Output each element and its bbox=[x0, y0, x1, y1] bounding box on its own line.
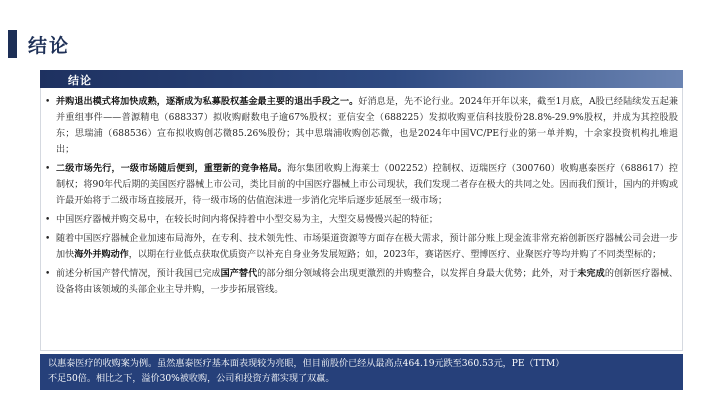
bullet-icon: • bbox=[45, 97, 51, 107]
bullet-icon: • bbox=[45, 164, 51, 174]
bullet-icon: • bbox=[45, 269, 51, 279]
bullet-emphasis: 二级市场先行，一级市场随后便到，重塑新的竞争格局。 bbox=[56, 163, 288, 174]
bullet-text: 海尔集团收购上海莱士（002252）控制权、迈瑞医疗（300760）收购惠泰医疗（688617）控制权；将90年代后期的美国医疗器械上市公司，类比目前的中国医疗器械上市公司现状，我们发现二者存在极大的共同之处。因而我们预计，国内的并购或许最开始将于二级市场直接展开，待一级市场的估值泡沫进一步消化完毕后逐步延展至一级市场； bbox=[56, 164, 678, 206]
section-label: 结论 bbox=[68, 74, 92, 87]
section-header bbox=[40, 70, 683, 88]
bullet-text: 中国医疗器械并购交易中，在较长时间内将保持着中小型交易为主，大型交易慢慢兴起的特征； bbox=[56, 215, 438, 225]
list-item bbox=[44, 161, 678, 209]
title-accent-bar bbox=[8, 30, 17, 58]
bullet-emphasis: 并购退出模式将加快成熟，逐渐成为私募股权基金最主要的退出手段之一。 bbox=[56, 96, 359, 107]
page-title: 结论 bbox=[28, 35, 71, 57]
bullet-text: 随着中国医疗器械企业加速布局海外，在专利、技术领先性、市场渠道资源等方面存在极大需求，预计部分账上现金流非常充裕创新医疗器械公司会进一步加快 bbox=[56, 234, 678, 260]
list-item bbox=[44, 231, 678, 263]
bullet-text: 的创新医疗器械、设备将由该领域的头部企业主导并购，一步步拓展管线。 bbox=[56, 269, 678, 295]
case-summary-line-2: 不足50倍。相比之下，溢价30%被收购，公司和投资方都实现了双赢。 bbox=[48, 374, 335, 384]
bullet-emphasis: 海外并购动作 bbox=[74, 249, 129, 260]
case-summary-box bbox=[40, 354, 683, 390]
conclusion-list bbox=[44, 94, 678, 301]
bullet-icon: • bbox=[45, 234, 51, 244]
bullet-text: ，以期在行业低点获取优质资产以补充自身业务发展短路；如，2023年，赛诺医疗、塑博医疗、业聚医疗等均并购了不同类型标的； bbox=[128, 250, 662, 260]
case-summary-line-1: 以惠泰医疗的收购案为例。虽然惠泰医疗基本面表现较为亮眼，但目前股价已经从最高点464.19元跌至360.53元，PE（TTM） bbox=[48, 359, 565, 369]
bullet-text: 的部分细分领域将会出现更激烈的并购整合，以发挥自身最大优势；此外，对于 bbox=[257, 269, 578, 279]
list-item bbox=[44, 212, 678, 228]
bullet-emphasis: 国产替代 bbox=[220, 268, 258, 279]
list-item bbox=[44, 94, 678, 158]
list-item bbox=[44, 266, 678, 298]
bullet-text: 前述分析国产替代情况，预计我国已完成 bbox=[56, 269, 221, 279]
bullet-icon: • bbox=[45, 215, 51, 225]
bullet-text: 好消息是，先不论行业。2024年开年以来，截至1月底，A股已经陆续发五起兼并重组事件——普源精电（688337）拟收购耐数电子逾67%股权；亚信安全（688225）发拟收购亚信科技股份28.8%-29.9%股权，并成为其控股股东；思瑞浦（688536）宣布拟收购创芯微85.26%股份；其中思瑞浦收购创芯微，也是2024年中国VC/PE行业的第一单并购，十余家投资机构扎堆退出； bbox=[56, 97, 678, 155]
bullet-emphasis: 未完成 bbox=[577, 268, 605, 279]
